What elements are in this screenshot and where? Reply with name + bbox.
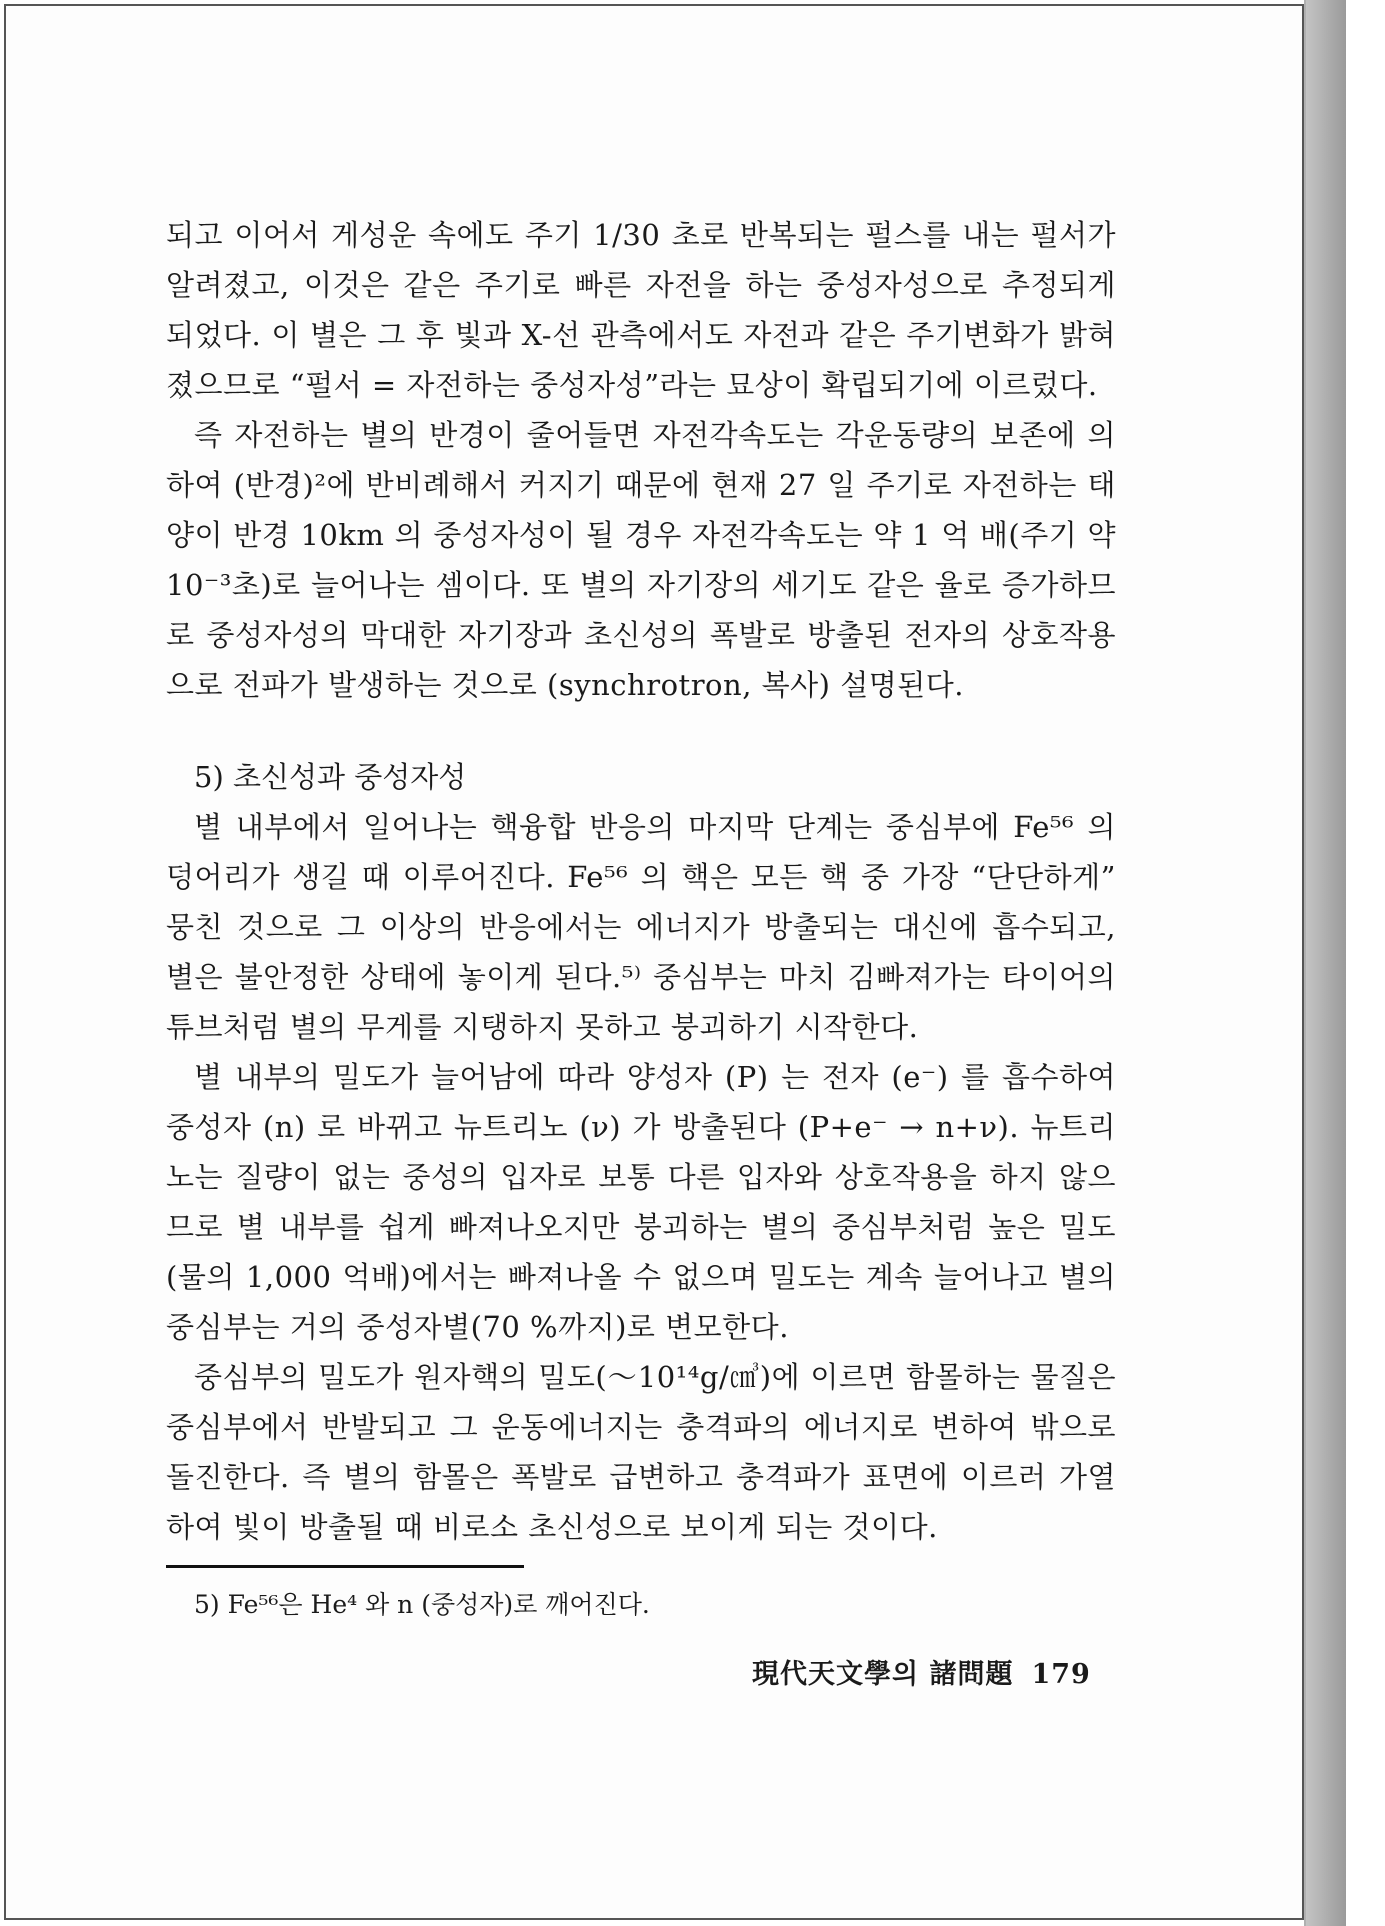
footnote: 5) Fe⁵⁶은 He⁴ 와 n (중성자)로 깨어진다.	[194, 1590, 650, 1619]
paragraph-neutrino: 별 내부의 밀도가 늘어남에 따라 양성자 (P) 는 전자 (e⁻) 를 흡수하여 중성자 (n) 로 바뀌고 뉴트리노 (ν) 가 방출된다 (P+e⁻ → n+ν). 뉴트리노는 질량이 없는 중성의 입자로 보통 다른 입자와 상호작용을 하지 않으므로 별 내부를 쉽게 빠져나오지만 붕괴하는 별의 중심부처럼 높은 밀도(물의 1,000 억배)에서는 빠져나올 수 없으며 밀도는 계속 늘어나고 별의 중심부는 거의 중성자별(70 %까지)로 변모한다.	[166, 1060, 1116, 1344]
paragraph-rotation: 즉 자전하는 별의 반경이 줄어들면 자전각속도는 각운동량의 보존에 의하여 (반경)²에 반비례해서 커지기 때문에 현재 27 일 주기로 자전하는 태양이 반경 10km 의 중성자성이 될 경우 자전각속도는 약 1 억 배(주기 약 10⁻³초)로 늘어나는 셈이다. 또 별의 자기장의 세기도 같은 율로 증가하므로 중성자성의 막대한 자기장과 초신성의 폭발로 방출된 전자의 상호작용으로 전파가 발생하는 것으로 (synchrotron, 복사) 설명된다.	[166, 418, 1116, 702]
page-body	[166, 210, 1116, 1552]
paragraph-supernova: 중심부의 밀도가 원자핵의 밀도(～10¹⁴g/㎤)에 이르면 함몰하는 물질은 중심부에서 반발되고 그 운동에너지는 충격파의 에너지로 변하여 밖으로 돌진한다. 즉 별의 함몰은 폭발로 급변하고 충격파가 표면에 이르러 가열하여 빛이 방출될 때 비로소 초신성으로 보이게 되는 것이다.	[166, 1360, 1116, 1544]
paragraph-continuation: 되고 이어서 게성운 속에도 주기 1/30 초로 반복되는 펄스를 내는 펄서가 알려졌고, 이것은 같은 주기로 빠른 자전을 하는 중성자성으로 추정되게 되었다. 이 별은 그 후 빛과 X-선 관측에서도 자전과 같은 주기변화가 밝혀졌으므로 “펄서 = 자전하는 중성자성”라는 묘상이 확립되기에 이르렀다.	[166, 218, 1116, 402]
section-title: 5) 초신성과 중성자성	[194, 760, 467, 794]
running-title: 現代天文學의 諸問題	[752, 1659, 1014, 1690]
footnote-rule	[166, 1565, 524, 1568]
book-spine-edge	[1304, 0, 1346, 1926]
paragraph-fusion: 별 내부에서 일어나는 핵융합 반응의 마지막 단계는 중심부에 Fe⁵⁶ 의 덩어리가 생길 때 이루어진다. Fe⁵⁶ 의 핵은 모든 핵 중 가장 “단단하게” 뭉친 것으로 그 이상의 반응에서는 에너지가 방출되는 대신에 흡수되고, 별은 불안정한 상태에 놓이게 된다.⁵⁾ 중심부는 마치 김빠져가는 타이어의 튜브처럼 별의 무게를 지탱하지 못하고 붕괴하기 시작한다.	[166, 810, 1116, 1044]
running-footer	[752, 1655, 1091, 1695]
page-number: 179	[1031, 1659, 1091, 1690]
